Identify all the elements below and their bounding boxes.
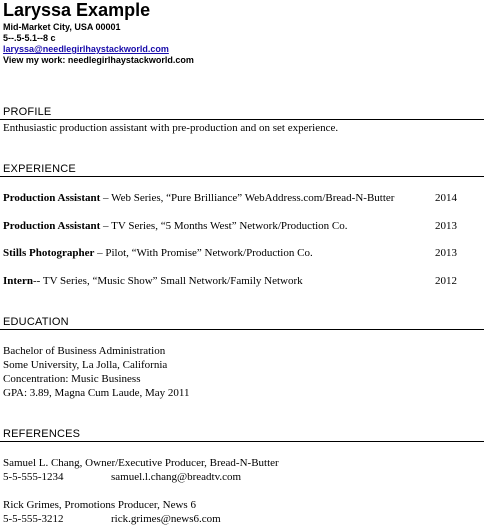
experience-separator: – [100, 192, 112, 204]
reference-email: rick.grimes@news6.com [111, 513, 221, 525]
concentration-line: Concentration: Music Business [3, 373, 141, 385]
profile-divider [0, 119, 484, 120]
education-divider [0, 329, 484, 330]
experience-description: Pilot, “With Promise” Network/Production Co. [105, 247, 313, 259]
experience-year: 2013 [435, 220, 457, 232]
profile-text: Enthusiastic production assistant with pre-production and on set experience. [3, 122, 339, 134]
experience-year: 2012 [435, 275, 457, 287]
experience-role: Production Assistant [3, 192, 101, 204]
experience-role: Production Assistant [3, 220, 101, 232]
experience-item [3, 219, 348, 233]
reference-email: samuel.l.chang@breadtv.com [111, 471, 242, 483]
phone-line: 5--.5-5.1--8 c [3, 33, 56, 43]
experience-year: 2014 [435, 192, 457, 204]
experience-year: 2013 [435, 247, 457, 259]
experience-role: Intern [3, 275, 33, 287]
email-link[interactable]: laryssa@needlegirlhaystackworld.com [3, 44, 169, 54]
portfolio-line: View my work: needlegirlhaystackworld.com [3, 55, 194, 65]
experience-separator: – [100, 220, 112, 232]
experience-separator: – [94, 247, 106, 259]
resume-name: Laryssa Example [3, 0, 151, 20]
profile-heading: PROFILE [3, 106, 52, 118]
experience-divider [0, 176, 484, 177]
education-heading: EDUCATION [3, 316, 69, 328]
experience-item [3, 274, 303, 288]
experience-description: TV Series, “Music Show” Small Network/Family Network [42, 275, 303, 287]
experience-heading: EXPERIENCE [3, 163, 76, 175]
reference-phone: 5-5-555-3212 [3, 513, 64, 525]
experience-item [3, 246, 313, 260]
experience-separator: -- [32, 275, 43, 287]
reference-name: Rick Grimes, Promotions Producer, News 6 [3, 499, 196, 511]
references-divider [0, 441, 484, 442]
experience-description: TV Series, “5 Months West” Network/Production Co. [111, 220, 348, 232]
reference-phone: 5-5-555-1234 [3, 471, 64, 483]
school-line: Some University, La Jolla, California [3, 359, 168, 371]
gpa-line: GPA: 3.89, Magna Cum Laude, May 2011 [3, 387, 190, 399]
degree-line: Bachelor of Business Administration [3, 345, 166, 357]
references-heading: REFERENCES [3, 428, 81, 440]
experience-description: Web Series, “Pure Brilliance” WebAddress.com/Bread-N-Butter [111, 192, 395, 204]
reference-name: Samuel L. Chang, Owner/Executive Producer, Bread-N-Butter [3, 457, 279, 469]
address-line: Mid-Market City, USA 00001 [3, 22, 121, 32]
experience-role: Stills Photographer [3, 247, 95, 259]
experience-item [3, 191, 394, 205]
